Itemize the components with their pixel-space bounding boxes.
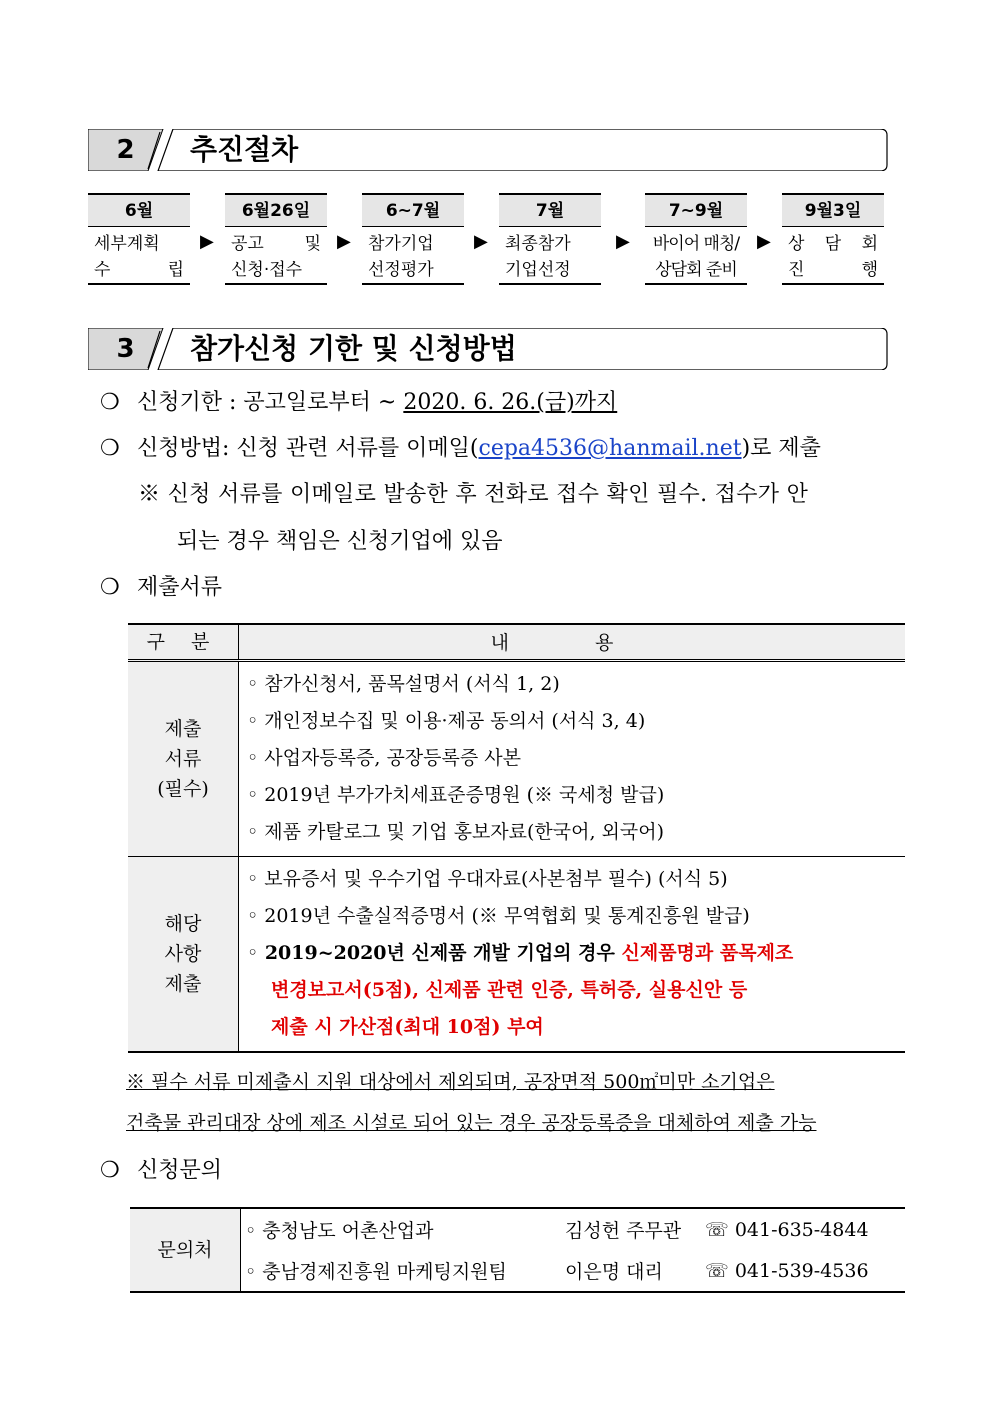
- footnote-line-1: ※ 필수 서류 미제출시 지원 대상에서 제외되며, 공장면적 500㎡미만 소기업은: [126, 1071, 775, 1093]
- phone-icon: ☏: [705, 1218, 729, 1241]
- method-line: [137, 435, 821, 463]
- required-category: [128, 660, 239, 856]
- step-desc: [645, 227, 747, 285]
- contact-category: 문의처: [130, 1208, 241, 1292]
- section-title: 추진절차: [190, 133, 299, 166]
- step-desc-line: 참가기업: [368, 234, 434, 254]
- step-desc: [362, 227, 464, 285]
- list-item: ◦ 제품 카탈로그 및 기업 홍보자료(한국어, 외국어): [247, 821, 665, 843]
- bonus-item: [247, 935, 905, 972]
- circle-bullet-icon: ❍: [100, 575, 120, 600]
- list-item: ◦ 사업자등록증, 공장등록증 사본: [247, 747, 521, 769]
- method-label: 신청방법: 신청 관련 서류를 이메일(: [137, 436, 479, 461]
- list-item: ◦ 2019년 수출실적증명서 (※ 무역협회 및 통계진흥원 발급): [247, 905, 750, 928]
- optional-items: [239, 856, 906, 1052]
- list-item: ◦ 2019년 부가가치세표준증명원 (※ 국세청 발급): [247, 784, 665, 806]
- arrow-right-icon: ▶: [337, 231, 351, 252]
- footnote-line-2: 건축물 관리대장 상에 제조 시설로 되어 있는 경우 공장등록증을 대체하여 제출 가능: [126, 1112, 817, 1134]
- arrow-right-icon: ▶: [200, 231, 214, 252]
- process-step-6: [782, 193, 884, 291]
- header-content: 내 용: [239, 624, 906, 660]
- step-desc-line: 기업선정: [505, 260, 571, 280]
- email-link[interactable]: cepa4536@hanmail.net: [478, 436, 742, 461]
- contact-person: 이은명 대리: [565, 1250, 705, 1292]
- step-desc-line: 선정평가: [368, 260, 434, 280]
- contact-phone: 041-539-4536: [734, 1259, 869, 1282]
- section-title: 참가신청 기한 및 신청방법: [190, 332, 517, 365]
- section-number: 3: [116, 334, 135, 364]
- contact-table: [130, 1207, 905, 1293]
- category-line: (필수): [157, 777, 209, 800]
- contact-person: 김성헌 주무관: [565, 1208, 705, 1250]
- step-date: 6월: [88, 193, 190, 227]
- step-date: 6월26일: [225, 193, 327, 227]
- step-date: 7월: [499, 193, 601, 227]
- step-desc: [499, 227, 601, 285]
- process-step-5: [645, 193, 747, 291]
- step-desc-line: 바이어 매칭/: [652, 234, 740, 254]
- step-desc-line: 상담회 준비: [655, 260, 737, 280]
- section-2-header: [88, 129, 888, 171]
- category-line: 제출: [164, 717, 202, 740]
- list-item: ◦ 보유증서 및 우수기업 우대자료(사본첨부 필수) (서식 5): [247, 868, 728, 891]
- category-line: 사항: [164, 942, 202, 965]
- step-desc-line: 신청·접수: [231, 260, 303, 280]
- bonus-highlight: 신제품명과 품목제조: [621, 942, 794, 965]
- contact-phone: 041-635-4844: [734, 1218, 869, 1241]
- section-number: 2: [116, 135, 135, 165]
- process-step-1: [88, 193, 190, 291]
- deadline-date: 2020. 6. 26.(금)까지: [403, 390, 618, 415]
- deadline-label: 신청기한 : 공고일로부터 ~: [137, 390, 404, 415]
- bonus-text: ◦ 2019~2020년 신제품 개발 기업의 경우: [247, 942, 622, 965]
- documents-table: [128, 623, 905, 1053]
- step-desc-line: 상 담 회: [788, 234, 878, 254]
- step-date: 6~7월: [362, 193, 464, 227]
- step-desc-line: 최종참가: [505, 234, 571, 254]
- arrow-right-icon: ▶: [616, 231, 630, 252]
- step-desc: [225, 227, 327, 285]
- arrow-right-icon: ▶: [757, 231, 771, 252]
- note-line-2: 되는 경우 책임은 신청기업에 있음: [177, 529, 503, 554]
- step-date: 7~9월: [645, 193, 747, 227]
- optional-category: [128, 856, 239, 1052]
- step-desc-line: 세부계획: [94, 234, 160, 254]
- circle-bullet-icon: ❍: [100, 1158, 120, 1183]
- list-item: ◦ 개인정보수집 및 이용·제공 동의서 (서식 3, 4): [247, 710, 646, 732]
- contact-phone-cell: [705, 1208, 905, 1250]
- process-step-3: [362, 193, 464, 291]
- arrow-right-icon: ▶: [474, 231, 488, 252]
- step-desc: [88, 227, 190, 285]
- note-line-1: ※ 신청 서류를 이메일로 발송한 후 전화로 접수 확인 필수. 접수가 안: [138, 482, 809, 507]
- bonus-highlight: 변경보고서(5점), 신제품 관련 인증, 특허증, 실용신안 등: [271, 979, 748, 1002]
- circle-bullet-icon: ❍: [100, 390, 120, 415]
- contact-org: ◦ 충남경제진흥원 마케팅지원팀: [241, 1250, 566, 1292]
- step-desc-line: 진 행: [788, 260, 878, 280]
- documents-label: 제출서류: [137, 575, 223, 600]
- inquiry-label: 신청문의: [137, 1158, 223, 1183]
- category-line: 제출: [164, 972, 202, 995]
- header-category: 구 분: [128, 624, 239, 660]
- required-items: [239, 660, 906, 856]
- phone-icon: ☏: [705, 1259, 729, 1282]
- step-date: 9월3일: [782, 193, 884, 227]
- process-step-4: [499, 193, 601, 291]
- category-line: 해당: [164, 912, 202, 935]
- circle-bullet-icon: ❍: [100, 436, 120, 461]
- step-desc-line: 공고 및: [231, 234, 321, 254]
- method-suffix: )로 제출: [741, 436, 821, 461]
- section-3-header: [88, 328, 888, 370]
- bonus-highlight: 제출 시 가산점(최대 10점) 부여: [271, 1016, 544, 1039]
- category-line: 서류: [164, 747, 202, 770]
- step-desc: [782, 227, 884, 285]
- contact-phone-cell: [705, 1250, 905, 1292]
- list-item: ◦ 참가신청서, 품목설명서 (서식 1, 2): [247, 673, 560, 695]
- step-desc-line: 수 립: [94, 260, 184, 280]
- deadline-line: [137, 389, 617, 417]
- contact-org: ◦ 충청남도 어촌산업과: [241, 1208, 566, 1250]
- process-step-2: [225, 193, 327, 291]
